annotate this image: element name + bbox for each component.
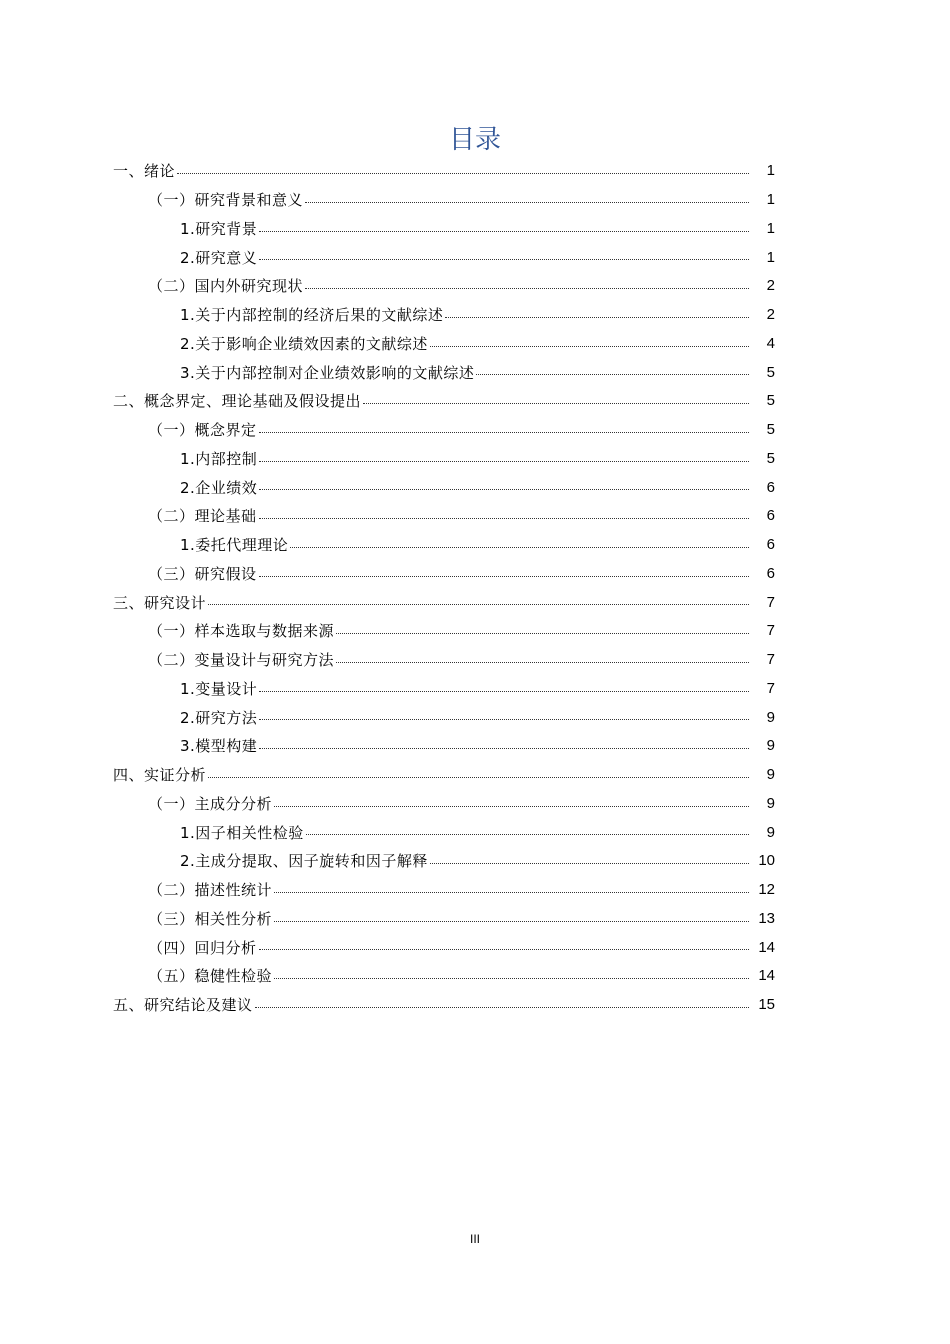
toc-dot-leader — [259, 935, 749, 950]
toc-entry-label: （一）主成分分析 — [148, 794, 273, 813]
toc-entry-label: 1.变量设计 — [180, 679, 258, 698]
toc-dot-leader — [476, 360, 749, 375]
toc-dot-leader — [305, 274, 749, 289]
toc-entry-page: 6 — [766, 536, 775, 554]
toc-entry[interactable] — [0, 301, 950, 330]
toc-entry-page: 6 — [766, 564, 775, 582]
toc-entry-page: 13 — [758, 909, 775, 927]
toc-dot-leader — [259, 217, 749, 232]
toc-dot-leader — [363, 389, 749, 404]
toc-entry-label: 二、概念界定、理论基础及假设提出 — [113, 392, 362, 411]
toc-entry-page: 12 — [758, 881, 775, 899]
toc-entry[interactable] — [0, 560, 950, 589]
toc-entry[interactable] — [0, 646, 950, 675]
toc-entry-label: 三、研究设计 — [113, 593, 207, 612]
toc-entry-page: 9 — [766, 708, 775, 726]
toc-entry[interactable] — [0, 243, 950, 272]
toc-entry[interactable] — [0, 531, 950, 560]
toc-entry-label: 3.模型构建 — [180, 737, 258, 756]
toc-entry[interactable] — [0, 675, 950, 704]
toc-entry-page: 10 — [758, 852, 775, 870]
toc-entry[interactable] — [0, 847, 950, 876]
toc-entry[interactable] — [0, 186, 950, 215]
toc-entry[interactable] — [0, 502, 950, 531]
toc-entry[interactable] — [0, 761, 950, 790]
toc-entry-label: 1.委托代理理论 — [180, 536, 289, 555]
toc-dot-leader — [336, 619, 749, 634]
toc-dot-leader — [290, 533, 749, 548]
toc-dot-leader — [336, 648, 749, 663]
toc-entry-label: （二）理论基础 — [148, 507, 257, 526]
toc-entry-page: 1 — [766, 248, 775, 266]
toc-dot-leader — [259, 677, 749, 692]
toc-dot-leader — [259, 447, 749, 462]
toc-entry[interactable] — [0, 272, 950, 301]
toc-entry-page: 1 — [766, 162, 775, 180]
toc-entry-page: 5 — [766, 421, 775, 439]
toc-entry-page: 6 — [766, 478, 775, 496]
toc-entry-label: （二）国内外研究现状 — [148, 277, 304, 296]
toc-entry-label: （二）变量设计与研究方法 — [148, 651, 335, 670]
toc-entry-page: 6 — [766, 507, 775, 525]
toc-entry-label: 2.研究意义 — [180, 248, 258, 267]
toc-dot-leader — [259, 418, 749, 433]
toc-entry[interactable] — [0, 732, 950, 761]
toc-dot-leader — [259, 705, 749, 720]
toc-entry-label: 2.研究方法 — [180, 708, 258, 727]
toc-entry-page: 2 — [766, 306, 775, 324]
toc-entry-page: 7 — [766, 622, 775, 640]
toc-entry-label: （四）回归分析 — [148, 938, 257, 957]
toc-entry-label: 四、实证分析 — [113, 766, 207, 785]
toc-entry-page: 9 — [766, 737, 775, 755]
toc-entry[interactable] — [0, 991, 950, 1020]
toc-entry-page: 9 — [766, 823, 775, 841]
toc-entry[interactable] — [0, 215, 950, 244]
toc-dot-leader — [445, 303, 749, 318]
toc-entry-label: 3.关于内部控制对企业绩效影响的文献综述 — [180, 363, 475, 382]
toc-entry-label: （三）研究假设 — [148, 564, 257, 583]
toc-entry-page: 1 — [766, 191, 775, 209]
toc-entry-label: 一、绪论 — [113, 162, 176, 181]
toc-dot-leader — [430, 332, 749, 347]
toc-dot-leader — [305, 188, 749, 203]
toc-entry-page: 7 — [766, 593, 775, 611]
toc-entry-label: 五、研究结论及建议 — [113, 996, 253, 1015]
toc-entry-page: 15 — [758, 996, 775, 1014]
toc-entry-page: 9 — [766, 794, 775, 812]
toc-entry-label: 1.研究背景 — [180, 219, 258, 238]
toc-entry-label: 1.内部控制 — [180, 449, 258, 468]
toc-dot-leader — [274, 907, 749, 922]
toc-entry-page: 14 — [758, 967, 775, 985]
toc-entry[interactable] — [0, 387, 950, 416]
toc-entry-label: （三）相关性分析 — [148, 909, 273, 928]
toc-entry-label: （二）描述性统计 — [148, 881, 273, 900]
toc-dot-leader — [255, 993, 749, 1008]
toc-entry[interactable] — [0, 703, 950, 732]
toc-dot-leader — [430, 849, 749, 864]
toc-entry[interactable] — [0, 330, 950, 359]
toc-dot-leader — [259, 562, 749, 577]
toc-entry-page: 9 — [766, 766, 775, 784]
toc-dot-leader — [208, 590, 749, 605]
toc-entry[interactable] — [0, 962, 950, 991]
toc-entry-label: （一）研究背景和意义 — [148, 191, 304, 210]
toc-entry[interactable] — [0, 933, 950, 962]
toc-entry[interactable] — [0, 588, 950, 617]
toc-entry-label: （一）概念界定 — [148, 421, 257, 440]
toc-entry[interactable] — [0, 445, 950, 474]
toc-entry[interactable] — [0, 617, 950, 646]
toc-dot-leader — [177, 159, 749, 174]
toc-entry-label: 2.关于影响企业绩效因素的文献综述 — [180, 334, 428, 353]
toc-entry-label: 1.因子相关性检验 — [180, 823, 304, 842]
toc-entry-page: 5 — [766, 392, 775, 410]
toc-dot-leader — [274, 964, 749, 979]
toc-entry-label: 1.关于内部控制的经济后果的文献综述 — [180, 306, 444, 325]
toc-entry-label: 2.主成分提取、因子旋转和因子解释 — [180, 852, 428, 871]
toc-dot-leader — [259, 504, 749, 519]
toc-entry-page: 5 — [766, 363, 775, 381]
toc-entry[interactable] — [0, 416, 950, 445]
toc-entry[interactable] — [0, 790, 950, 819]
toc-entry-label: （五）稳健性检验 — [148, 967, 273, 986]
toc-dot-leader — [306, 820, 749, 835]
toc-entry-page: 4 — [766, 334, 775, 352]
toc-entry-page: 7 — [766, 651, 775, 669]
toc-entry-page: 5 — [766, 449, 775, 467]
toc-entry-label: （一）样本选取与数据来源 — [148, 622, 335, 641]
toc-dot-leader — [208, 763, 749, 778]
toc-entry-page: 7 — [766, 679, 775, 697]
toc-entry-page: 2 — [766, 277, 775, 295]
toc-dot-leader — [259, 734, 749, 749]
toc-dot-leader — [274, 878, 749, 893]
toc-entry-page: 1 — [766, 219, 775, 237]
toc-entry[interactable] — [0, 473, 950, 502]
toc-list — [0, 157, 950, 1020]
toc-dot-leader — [259, 245, 749, 260]
toc-dot-leader — [259, 475, 749, 490]
toc-entry-label: 2.企业绩效 — [180, 478, 258, 497]
toc-entry[interactable] — [0, 157, 950, 186]
toc-entry-page: 14 — [758, 938, 775, 956]
toc-dot-leader — [274, 792, 749, 807]
toc-entry[interactable] — [0, 905, 950, 934]
toc-entry[interactable] — [0, 818, 950, 847]
toc-entry[interactable] — [0, 876, 950, 905]
toc-entry[interactable] — [0, 358, 950, 387]
toc-title: 目录 — [448, 125, 501, 155]
page-number: III — [469, 1232, 480, 1246]
